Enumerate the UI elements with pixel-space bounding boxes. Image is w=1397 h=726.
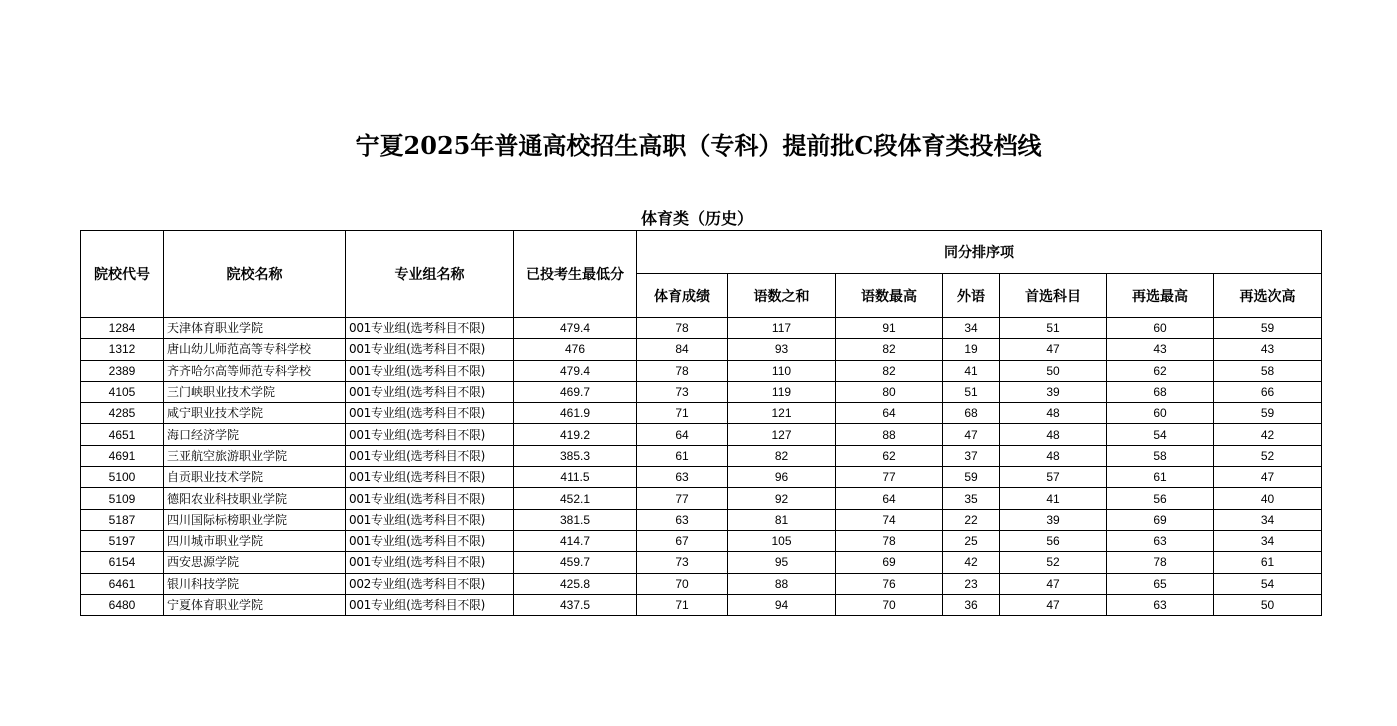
cell-first-choice-subject: 48 (1000, 445, 1107, 466)
cell-pe-score: 67 (637, 530, 728, 551)
admission-score-table (80, 230, 1322, 616)
cell-pe-score: 73 (637, 552, 728, 573)
cell-group-name: 001专业组(选考科目不限) (346, 424, 514, 445)
header-first-choice-subject: 首选科目 (1000, 274, 1107, 318)
cell-school-code: 4285 (81, 403, 164, 424)
cell-pe-score: 78 (637, 360, 728, 381)
cell-reselect-highest: 58 (1107, 445, 1214, 466)
table-row (81, 445, 1322, 466)
table-row (81, 318, 1322, 339)
cell-reselect-second: 43 (1214, 339, 1322, 360)
cell-chinese-math-max: 80 (836, 381, 943, 402)
cell-chinese-math-sum: 117 (728, 318, 836, 339)
cell-group-name: 001专业组(选考科目不限) (346, 445, 514, 466)
cell-reselect-highest: 78 (1107, 552, 1214, 573)
cell-group-name: 002专业组(选考科目不限) (346, 573, 514, 594)
cell-foreign-language: 22 (943, 509, 1000, 530)
cell-school-name: 银川科技学院 (164, 573, 346, 594)
cell-chinese-math-sum: 93 (728, 339, 836, 360)
cell-group-name: 001专业组(选考科目不限) (346, 381, 514, 402)
table-row (81, 403, 1322, 424)
cell-group-name: 001专业组(选考科目不限) (346, 552, 514, 573)
cell-foreign-language: 34 (943, 318, 1000, 339)
cell-chinese-math-max: 82 (836, 339, 943, 360)
cell-chinese-math-sum: 121 (728, 403, 836, 424)
cell-min-score: 461.9 (514, 403, 637, 424)
cell-chinese-math-max: 70 (836, 594, 943, 615)
cell-chinese-math-max: 64 (836, 488, 943, 509)
cell-reselect-highest: 62 (1107, 360, 1214, 381)
cell-reselect-second: 61 (1214, 552, 1322, 573)
cell-school-code: 4105 (81, 381, 164, 402)
cell-reselect-highest: 65 (1107, 573, 1214, 594)
header-school-code: 院校代号 (81, 231, 164, 318)
cell-reselect-highest: 69 (1107, 509, 1214, 530)
header-reselect-highest: 再选最高 (1107, 274, 1214, 318)
cell-group-name: 001专业组(选考科目不限) (346, 509, 514, 530)
cell-foreign-language: 59 (943, 467, 1000, 488)
cell-chinese-math-max: 64 (836, 403, 943, 424)
cell-chinese-math-sum: 81 (728, 509, 836, 530)
cell-reselect-highest: 60 (1107, 318, 1214, 339)
cell-first-choice-subject: 50 (1000, 360, 1107, 381)
cell-reselect-highest: 54 (1107, 424, 1214, 445)
table-row (81, 594, 1322, 615)
cell-pe-score: 77 (637, 488, 728, 509)
header-pe-score: 体育成绩 (637, 274, 728, 318)
cell-foreign-language: 68 (943, 403, 1000, 424)
header-chinese-math-sum: 语数之和 (728, 274, 836, 318)
cell-reselect-highest: 63 (1107, 594, 1214, 615)
cell-reselect-highest: 43 (1107, 339, 1214, 360)
cell-reselect-second: 59 (1214, 403, 1322, 424)
cell-group-name: 001专业组(选考科目不限) (346, 339, 514, 360)
cell-pe-score: 70 (637, 573, 728, 594)
cell-school-name: 四川国际标榜职业学院 (164, 509, 346, 530)
cell-chinese-math-max: 82 (836, 360, 943, 381)
cell-school-code: 5187 (81, 509, 164, 530)
cell-reselect-highest: 60 (1107, 403, 1214, 424)
cell-first-choice-subject: 56 (1000, 530, 1107, 551)
cell-reselect-highest: 56 (1107, 488, 1214, 509)
header-row-primary (81, 231, 1322, 274)
cell-pe-score: 73 (637, 381, 728, 402)
header-group-name: 专业组名称 (346, 231, 514, 318)
cell-school-name: 天津体育职业学院 (164, 318, 346, 339)
header-school-name: 院校名称 (164, 231, 346, 318)
cell-reselect-highest: 68 (1107, 381, 1214, 402)
cell-first-choice-subject: 52 (1000, 552, 1107, 573)
cell-school-code: 2389 (81, 360, 164, 381)
table-row (81, 573, 1322, 594)
cell-min-score: 459.7 (514, 552, 637, 573)
cell-school-name: 四川城市职业学院 (164, 530, 346, 551)
cell-reselect-second: 34 (1214, 530, 1322, 551)
cell-first-choice-subject: 48 (1000, 424, 1107, 445)
cell-pe-score: 63 (637, 467, 728, 488)
cell-chinese-math-max: 91 (836, 318, 943, 339)
cell-chinese-math-sum: 88 (728, 573, 836, 594)
table-row (81, 530, 1322, 551)
cell-school-name: 宁夏体育职业学院 (164, 594, 346, 615)
cell-foreign-language: 19 (943, 339, 1000, 360)
header-foreign-language: 外语 (943, 274, 1000, 318)
table-row (81, 488, 1322, 509)
cell-pe-score: 71 (637, 403, 728, 424)
cell-school-name: 西安思源学院 (164, 552, 346, 573)
cell-reselect-second: 58 (1214, 360, 1322, 381)
document-title: 宁夏2025年普通高校招生高职（专科）提前批C段体育类投档线 (355, 131, 1042, 160)
cell-first-choice-subject: 39 (1000, 509, 1107, 530)
table-body (81, 318, 1322, 616)
cell-reselect-highest: 63 (1107, 530, 1214, 551)
cell-group-name: 001专业组(选考科目不限) (346, 488, 514, 509)
cell-reselect-second: 50 (1214, 594, 1322, 615)
cell-school-name: 自贡职业技术学院 (164, 467, 346, 488)
cell-first-choice-subject: 48 (1000, 403, 1107, 424)
cell-group-name: 001专业组(选考科目不限) (346, 403, 514, 424)
cell-first-choice-subject: 39 (1000, 381, 1107, 402)
cell-first-choice-subject: 47 (1000, 339, 1107, 360)
cell-pe-score: 78 (637, 318, 728, 339)
cell-chinese-math-max: 76 (836, 573, 943, 594)
table-row (81, 339, 1322, 360)
cell-chinese-math-sum: 105 (728, 530, 836, 551)
header-tiebreak-group: 同分排序项 (637, 231, 1322, 274)
cell-school-name: 三亚航空旅游职业学院 (164, 445, 346, 466)
header-min-score: 已投考生最低分 (514, 231, 637, 318)
cell-min-score: 385.3 (514, 445, 637, 466)
table-row (81, 381, 1322, 402)
cell-pe-score: 64 (637, 424, 728, 445)
cell-pe-score: 63 (637, 509, 728, 530)
cell-reselect-second: 52 (1214, 445, 1322, 466)
cell-chinese-math-max: 62 (836, 445, 943, 466)
table-row (81, 509, 1322, 530)
cell-foreign-language: 37 (943, 445, 1000, 466)
table-row (81, 552, 1322, 573)
cell-reselect-second: 40 (1214, 488, 1322, 509)
cell-group-name: 001专业组(选考科目不限) (346, 360, 514, 381)
cell-foreign-language: 42 (943, 552, 1000, 573)
cell-min-score: 381.5 (514, 509, 637, 530)
cell-school-name: 唐山幼儿师范高等专科学校 (164, 339, 346, 360)
cell-chinese-math-sum: 127 (728, 424, 836, 445)
cell-first-choice-subject: 41 (1000, 488, 1107, 509)
table-caption: 体育类（历史） (640, 209, 753, 228)
cell-school-code: 5109 (81, 488, 164, 509)
cell-foreign-language: 25 (943, 530, 1000, 551)
cell-school-code: 5100 (81, 467, 164, 488)
cell-group-name: 001专业组(选考科目不限) (346, 530, 514, 551)
cell-chinese-math-sum: 92 (728, 488, 836, 509)
cell-chinese-math-sum: 82 (728, 445, 836, 466)
cell-chinese-math-max: 78 (836, 530, 943, 551)
cell-first-choice-subject: 47 (1000, 594, 1107, 615)
cell-foreign-language: 23 (943, 573, 1000, 594)
cell-chinese-math-max: 77 (836, 467, 943, 488)
cell-school-code: 1284 (81, 318, 164, 339)
header-reselect-second: 再选次高 (1214, 274, 1322, 318)
cell-reselect-second: 47 (1214, 467, 1322, 488)
cell-reselect-highest: 61 (1107, 467, 1214, 488)
cell-min-score: 414.7 (514, 530, 637, 551)
cell-pe-score: 61 (637, 445, 728, 466)
cell-min-score: 452.1 (514, 488, 637, 509)
cell-min-score: 419.2 (514, 424, 637, 445)
cell-reselect-second: 66 (1214, 381, 1322, 402)
cell-min-score: 411.5 (514, 467, 637, 488)
cell-min-score: 425.8 (514, 573, 637, 594)
cell-foreign-language: 47 (943, 424, 1000, 445)
table-row (81, 424, 1322, 445)
cell-reselect-second: 42 (1214, 424, 1322, 445)
cell-school-name: 咸宁职业技术学院 (164, 403, 346, 424)
cell-reselect-second: 54 (1214, 573, 1322, 594)
cell-school-code: 4691 (81, 445, 164, 466)
cell-chinese-math-max: 69 (836, 552, 943, 573)
cell-reselect-second: 59 (1214, 318, 1322, 339)
cell-min-score: 437.5 (514, 594, 637, 615)
header-chinese-math-max: 语数最高 (836, 274, 943, 318)
cell-chinese-math-sum: 110 (728, 360, 836, 381)
cell-min-score: 479.4 (514, 318, 637, 339)
cell-reselect-second: 34 (1214, 509, 1322, 530)
cell-school-code: 5197 (81, 530, 164, 551)
cell-chinese-math-sum: 94 (728, 594, 836, 615)
cell-first-choice-subject: 47 (1000, 573, 1107, 594)
cell-foreign-language: 41 (943, 360, 1000, 381)
cell-pe-score: 71 (637, 594, 728, 615)
cell-school-code: 4651 (81, 424, 164, 445)
cell-school-code: 6480 (81, 594, 164, 615)
cell-school-name: 三门峡职业技术学院 (164, 381, 346, 402)
table-row (81, 360, 1322, 381)
cell-school-name: 齐齐哈尔高等师范专科学校 (164, 360, 346, 381)
cell-school-name: 海口经济学院 (164, 424, 346, 445)
cell-min-score: 469.7 (514, 381, 637, 402)
cell-min-score: 479.4 (514, 360, 637, 381)
cell-school-name: 德阳农业科技职业学院 (164, 488, 346, 509)
cell-pe-score: 84 (637, 339, 728, 360)
cell-foreign-language: 36 (943, 594, 1000, 615)
cell-school-code: 6461 (81, 573, 164, 594)
cell-chinese-math-sum: 96 (728, 467, 836, 488)
cell-school-code: 6154 (81, 552, 164, 573)
cell-first-choice-subject: 51 (1000, 318, 1107, 339)
cell-foreign-language: 51 (943, 381, 1000, 402)
table-row (81, 467, 1322, 488)
cell-min-score: 476 (514, 339, 637, 360)
cell-chinese-math-max: 74 (836, 509, 943, 530)
cell-school-code: 1312 (81, 339, 164, 360)
cell-first-choice-subject: 57 (1000, 467, 1107, 488)
cell-chinese-math-sum: 119 (728, 381, 836, 402)
cell-group-name: 001专业组(选考科目不限) (346, 318, 514, 339)
cell-group-name: 001专业组(选考科目不限) (346, 594, 514, 615)
cell-chinese-math-sum: 95 (728, 552, 836, 573)
cell-group-name: 001专业组(选考科目不限) (346, 467, 514, 488)
cell-chinese-math-max: 88 (836, 424, 943, 445)
cell-foreign-language: 35 (943, 488, 1000, 509)
